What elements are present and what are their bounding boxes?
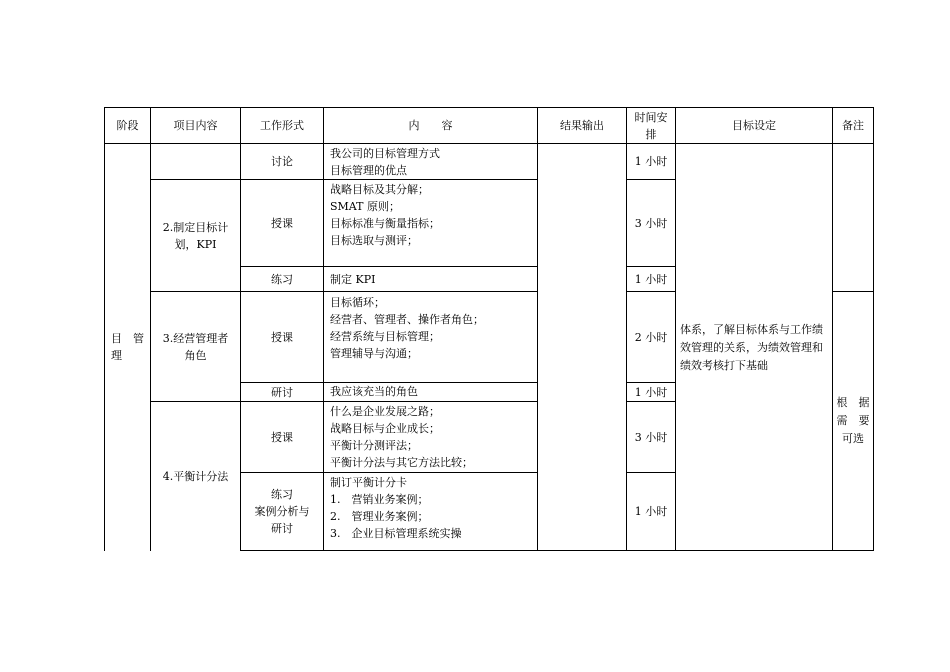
row-2-time: 3 小时 [634,216,668,230]
row-5-content: 我应该充当的角色 [330,385,418,398]
row-4-content: 目标循环； 经营者、管理者、操作者角色； 经营系统与目标管理； 管理辅导与沟通； [330,296,484,360]
row-6-form: 授课 [271,430,293,444]
row-4-time: 2 小时 [634,330,668,344]
row-line [240,550,874,551]
row-5-time: 1 小时 [634,385,668,399]
row-3-form: 练习 [271,272,293,286]
row-3-content: 制定 KPI [330,273,376,286]
stage-label: 目 管 理 [111,332,144,362]
row-3-time: 1 小时 [634,272,668,286]
header-remark: 备注 [842,119,864,132]
row-7-form: 练习 案例分析与 研讨 [254,488,310,535]
header-time: 时间安 排 [634,110,668,141]
project-2: 2.制定目标计 划，KPI [162,220,229,251]
table-border-right [873,107,874,551]
project-4: 4.平衡计分法 [162,469,229,483]
row-2-content: 战略目标及其分解； SMAT 原则； 目标标准与衡量指标； 目标选取与测评； [330,183,440,247]
header-content: 内 容 [408,119,453,132]
header-stage: 阶段 [116,119,139,132]
header-output: 结果输出 [560,119,604,132]
row-6-content: 什么是企业发展之路； 战略目标与企业成长； 平衡计分测评法； 平衡计分法与其它方法比较； [330,405,473,469]
header-form: 工作形式 [260,119,304,132]
header-goal: 目标设定 [732,119,776,132]
row-5-form: 研讨 [271,385,293,399]
row-6-time: 3 小时 [634,430,668,444]
project-3: 3.经营管理者 角色 [162,331,229,362]
row-7-content: 制订平衡计分卡 1. 营销业务案例； 2. 管理业务案例； 3. 企业目标管理系统实操 [330,476,462,540]
remark-text: 根 据 需 要 可选 [836,396,870,445]
goal-text: 体系，了解目标体系与工作绩效管理的关系，为绩效管理和绩效考核打下基础 [680,323,823,372]
row-7-time: 1 小时 [634,505,668,518]
row-1-time: 1 小时 [634,155,668,168]
col-divider-content [537,107,538,551]
row-2-form: 授课 [271,216,293,230]
header-project: 项目内容 [173,119,218,132]
col-divider-time [675,107,676,551]
row-1-form: 讨论 [271,155,293,168]
row-4-form: 授课 [271,330,293,344]
header-bottom-line [104,143,874,144]
row-1-content: 我公司的目标管理方式 目标管理的优点 [330,147,440,177]
